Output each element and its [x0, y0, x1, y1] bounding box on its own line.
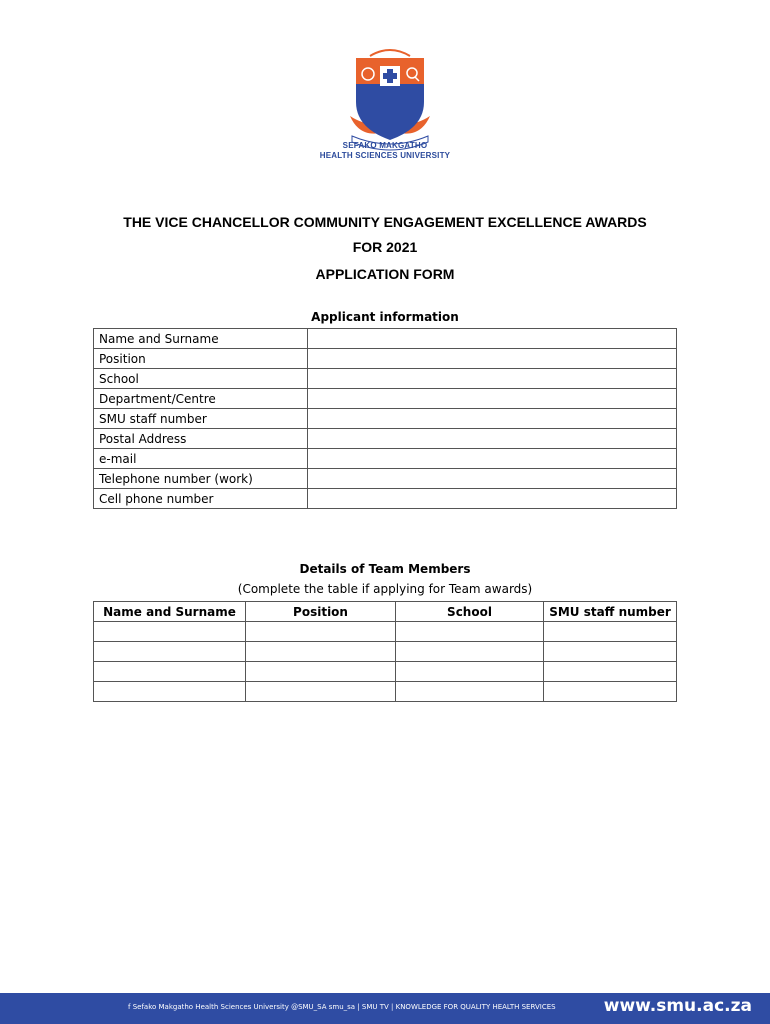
- position-field[interactable]: [308, 349, 677, 369]
- team-cell[interactable]: [246, 642, 396, 662]
- team-cell[interactable]: [396, 662, 544, 682]
- table-row: [94, 682, 677, 702]
- table-row: [94, 389, 677, 409]
- column-header: SMU staff number: [544, 602, 677, 622]
- website-link[interactable]: www.smu.ac.za: [603, 996, 752, 1016]
- school-field[interactable]: [308, 369, 677, 389]
- table-row: [94, 429, 677, 449]
- name-surname-field[interactable]: [308, 329, 677, 349]
- table-row: [94, 489, 677, 509]
- team-members-table: [93, 601, 677, 702]
- team-section-title: Details of Team Members: [299, 562, 471, 576]
- team-cell[interactable]: [246, 662, 396, 682]
- table-row: [94, 642, 677, 662]
- logo-name-line2: HEALTH SCIENCES UNIVERSITY: [319, 151, 451, 160]
- logo-name-line1: SEFAKO MAKGATHO: [342, 141, 428, 150]
- column-header: School: [396, 602, 544, 622]
- applicant-info-table: [93, 328, 677, 509]
- email-field[interactable]: [308, 449, 677, 469]
- form-title-line3: APPLICATION FORM: [315, 266, 455, 282]
- field-label: Cell phone number: [94, 489, 308, 509]
- team-cell[interactable]: [94, 622, 246, 642]
- team-cell[interactable]: [94, 662, 246, 682]
- team-cell[interactable]: [246, 682, 396, 702]
- team-section-subtitle: (Complete the table if applying for Team awards): [237, 582, 533, 596]
- work-phone-field[interactable]: [308, 469, 677, 489]
- field-label: Postal Address: [94, 429, 308, 449]
- table-row: [94, 662, 677, 682]
- field-label: Position: [94, 349, 308, 369]
- table-row: [94, 409, 677, 429]
- table-row: [94, 329, 677, 349]
- table-row: [94, 349, 677, 369]
- table-row: [94, 369, 677, 389]
- column-header: Name and Surname: [94, 602, 246, 622]
- footer-banner: [0, 993, 770, 1024]
- team-cell[interactable]: [544, 682, 677, 702]
- table-row: [94, 449, 677, 469]
- team-cell[interactable]: [396, 622, 544, 642]
- column-header: Position: [246, 602, 396, 622]
- cell-phone-field[interactable]: [308, 489, 677, 509]
- postal-address-field[interactable]: [308, 429, 677, 449]
- department-field[interactable]: [308, 389, 677, 409]
- field-label: Telephone number (work): [94, 469, 308, 489]
- field-label: Department/Centre: [94, 389, 308, 409]
- team-cell[interactable]: [544, 622, 677, 642]
- applicant-section-title: Applicant information: [311, 310, 459, 324]
- team-cell[interactable]: [246, 622, 396, 642]
- team-cell[interactable]: [94, 682, 246, 702]
- table-row: [94, 622, 677, 642]
- team-cell[interactable]: [544, 642, 677, 662]
- field-label: SMU staff number: [94, 409, 308, 429]
- table-header-row: [94, 602, 677, 622]
- form-title-line1: THE VICE CHANCELLOR COMMUNITY ENGAGEMENT EXCELLENCE AWARDS: [123, 214, 647, 230]
- field-label: School: [94, 369, 308, 389]
- staff-number-field[interactable]: [308, 409, 677, 429]
- team-cell[interactable]: [396, 682, 544, 702]
- footer-social-links[interactable]: f Sefako Makgatho Health Sciences University @SMU_SA smu_sa | SMU TV | KNOWLEDGE FOR QUALITY HEALTH SERVICES: [128, 1003, 556, 1011]
- team-cell[interactable]: [544, 662, 677, 682]
- team-cell[interactable]: [396, 642, 544, 662]
- field-label: e-mail: [94, 449, 308, 469]
- table-row: [94, 469, 677, 489]
- form-title-line2: FOR 2021: [352, 239, 418, 255]
- field-label: Name and Surname: [94, 329, 308, 349]
- team-cell[interactable]: [94, 642, 246, 662]
